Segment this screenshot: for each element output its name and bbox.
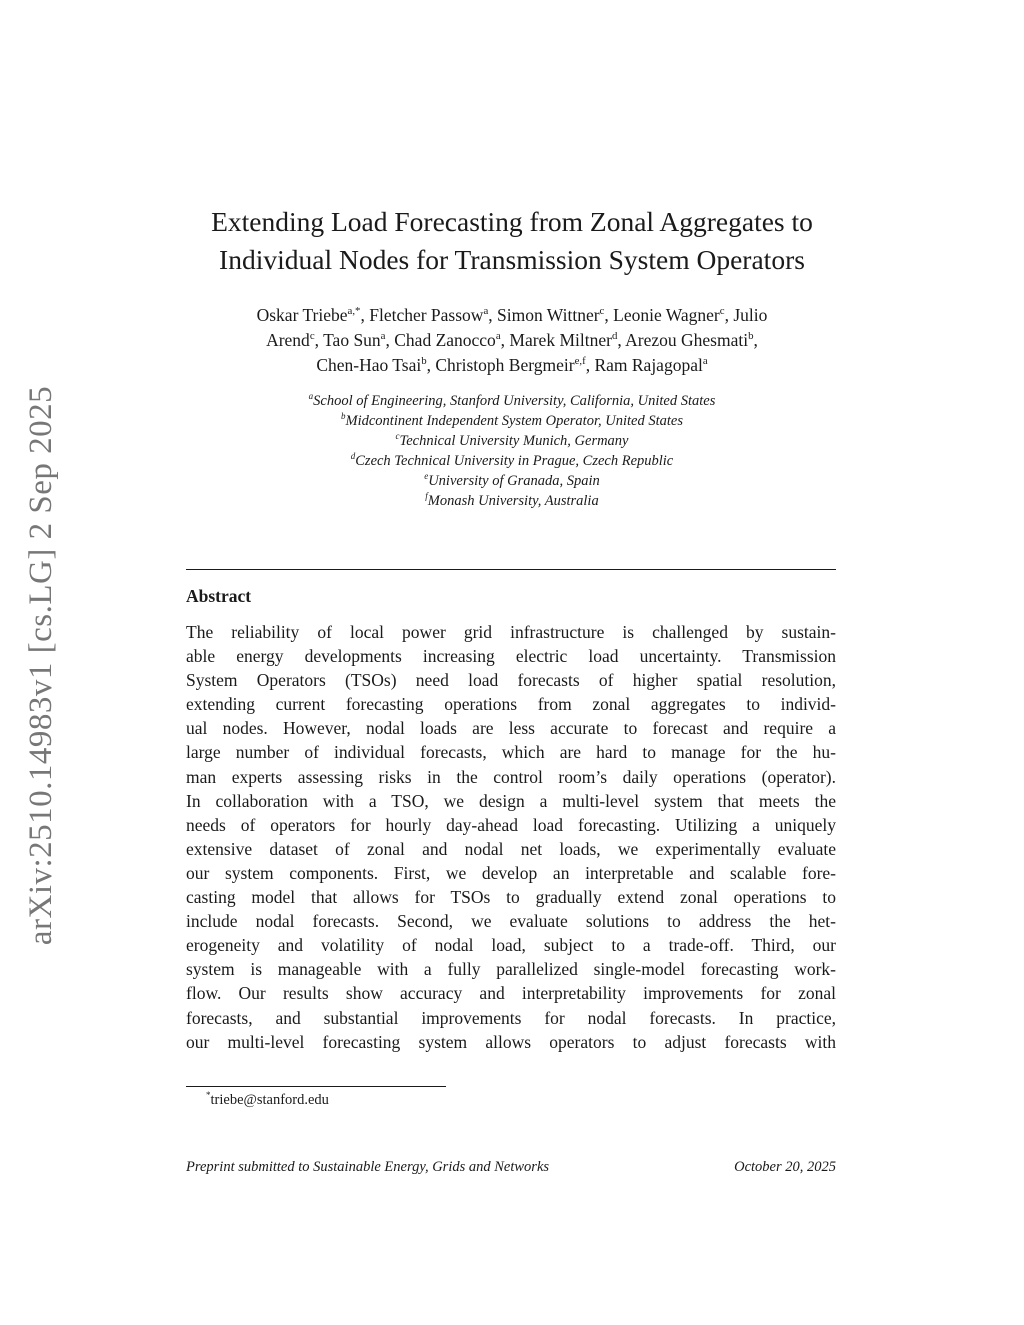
arxiv-stamp [14, 380, 70, 950]
affiliation-sup: d [350, 451, 356, 462]
abstract-top-rule [186, 569, 836, 570]
footer-preprint-note: Preprint submitted to Sustainable Energy, Grids and Networks [186, 1159, 550, 1175]
affiliation [186, 411, 838, 431]
abstract-line: extensive dataset of zonal and nodal net loads, we experimentally evaluate [186, 838, 836, 859]
affiliation [186, 451, 838, 471]
author-sup: d [611, 330, 618, 343]
author-name: Chad Zanocco [394, 330, 496, 350]
author-name: Ram Rajagopal [594, 355, 703, 375]
author-sup: c [309, 330, 315, 343]
abstract-line: erogeneity and volatility of nodal load, subject to a trade-off. Third, our [186, 935, 836, 956]
affiliation-sup: b [341, 411, 346, 422]
author-name: Fletcher Passow [369, 305, 484, 325]
footer-date: October 20, 2025 [734, 1159, 836, 1175]
affiliation-sup: a [308, 391, 314, 402]
affiliation-text: Czech Technical University in Prague, Czech Republic [355, 453, 674, 469]
abstract-line: include nodal forecasts. Second, we evaluate solutions to address the het- [186, 911, 836, 932]
author-sup: e,f [574, 355, 586, 368]
abstract-line: flow. Our results show accuracy and interpretability improvements for zonal [186, 983, 836, 1004]
affiliation [186, 431, 838, 451]
title-line: Individual Nodes for Transmission System Operators [219, 244, 805, 275]
abstract-line: system is manageable with a fully parallelized single-model forecasting work- [186, 959, 836, 980]
author-name: Simon Wittner [497, 305, 600, 325]
affiliation [186, 391, 838, 411]
author-name: Leonie Wagner [613, 305, 720, 325]
author-sup: a [495, 330, 501, 343]
affiliation-text: Monash University, Australia [427, 493, 599, 509]
author-name: Arezou Ghesmati [625, 330, 749, 350]
author-sup: b [421, 355, 427, 368]
author-list [186, 303, 838, 378]
author-name: Christoph Bergmeir [435, 355, 575, 375]
page-footer [186, 1159, 836, 1176]
affiliation-text: University of Granada, Spain [428, 473, 600, 489]
abstract-line: our system components. First, we develop an interpretable and scalable fore- [186, 862, 836, 883]
author-sup: a [380, 330, 386, 343]
abstract-body [186, 620, 836, 1054]
author-sup: a [483, 305, 489, 318]
author-line: Arend$^c$, Tao Sun$^a$, Chad Zanocco$^a$, Marek Miltner$^d$, Arezou Ghesmati$^b$, [266, 330, 758, 350]
author-sup: c [719, 305, 725, 318]
abstract-line: System Operators (TSOs) need load forecasts of higher spatial resolution, [186, 670, 836, 691]
author-name: Tao Sun [323, 330, 381, 350]
abstract-line: The reliability of local power grid infrastructure is challenged by sustain- [186, 622, 836, 642]
author-name-last: Arend [266, 330, 310, 350]
author-sup: a [702, 355, 708, 368]
author-name-first: Julio [733, 305, 768, 325]
abstract-line: extending current forecasting operations from zonal aggregates to individ- [186, 694, 836, 715]
author-name: Oskar Triebe [256, 305, 348, 325]
abstract-line: our multi-level forecasting system allows operators to adjust forecasts with [186, 1031, 836, 1052]
abstract-line: In collaboration with a TSO, we design a multi-level system that meets the [186, 790, 836, 811]
author-line: Oskar Triebe$^{a,*}$, Fletcher Passow$^a$, Simon Wittner$^c$, Leonie Wagner$^c$, Julio [256, 305, 768, 325]
affiliation-sup: e [424, 471, 429, 482]
affiliation-text: Technical University Munich, Germany [399, 433, 629, 449]
abstract-line: casting model that allows for TSOs to gradually extend zonal operations to [186, 887, 836, 908]
affiliation [186, 471, 838, 491]
footnote [206, 1092, 329, 1109]
abstract-line: needs of operators for hourly day-ahead load forecasting. Utilizing a uniquely [186, 814, 836, 835]
abstract-line: large number of individual forecasts, which are hard to manage for the hu- [186, 742, 836, 763]
affiliation [186, 491, 838, 511]
footnote-email[interactable]: triebe@stanford.edu [210, 1092, 329, 1108]
abstract-line: ual nodes. However, nodal loads are less accurate to forecast and require a [186, 718, 836, 739]
author-sup: c [599, 305, 605, 318]
affiliation-sup: c [395, 431, 400, 442]
author-line: Chen-Hao Tsai$^b$, Christoph Bergmeir$^{e,f}$, Ram Rajagopal$^a$ [316, 355, 708, 375]
footnote-rule [186, 1086, 446, 1087]
abstract-line: man experts assessing risks in the control room’s daily operations (operator). [186, 766, 836, 787]
author-name: Marek Miltner [509, 330, 612, 350]
author-name: Chen-Hao Tsai [316, 355, 422, 375]
affiliation-text: Midcontinent Independent System Operator, United States [345, 413, 683, 429]
footnote-marker: * [206, 1090, 211, 1101]
abstract-line: forecasts, and substantial improvements for nodal forecasts. In practice, [186, 1007, 836, 1028]
author-sup: b [748, 330, 754, 343]
abstract-heading: Abstract [186, 586, 252, 606]
author-sup: a,* [347, 305, 361, 318]
arxiv-stamp-text: arXiv:2510.14983v1 [cs.LG] 2 Sep 2025 [23, 385, 60, 945]
affiliation-sup: f [425, 491, 428, 502]
paper-title [180, 203, 844, 279]
affiliation-text: School of Engineering, Stanford University, California, United States [313, 393, 716, 409]
affiliation-list [186, 391, 838, 511]
abstract-line: able energy developments increasing electric load uncertainty. Transmission [186, 646, 836, 667]
title-line: Extending Load Forecasting from Zonal Aggregates to [211, 206, 813, 237]
